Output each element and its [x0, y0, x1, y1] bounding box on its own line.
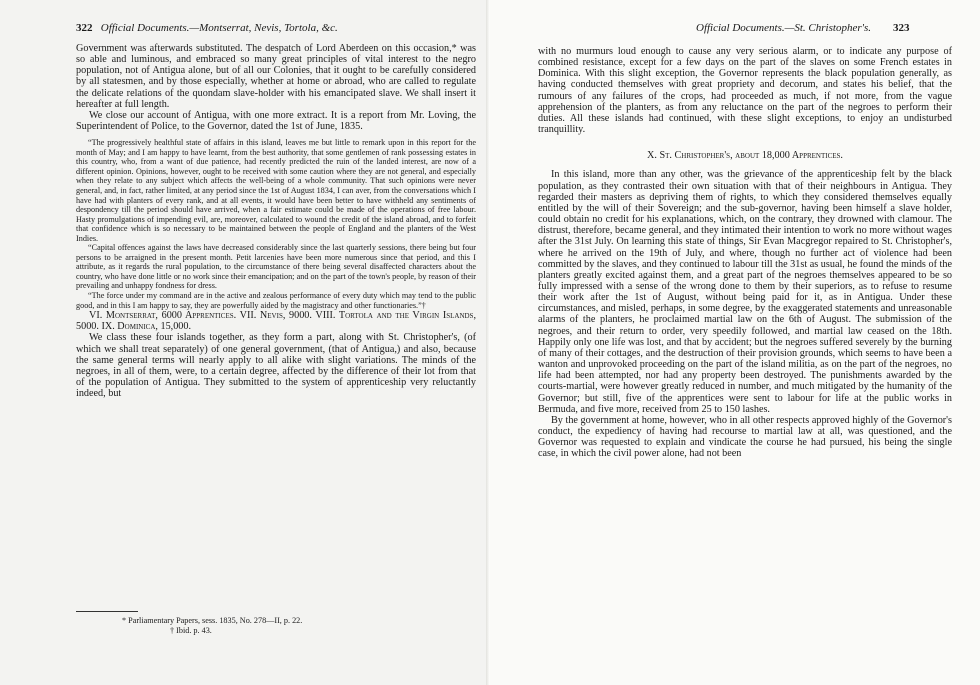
right-page-number: 323 — [893, 22, 910, 34]
right-running-head — [696, 22, 910, 34]
left-page-title: Official Documents.—Montserrat, Nevis, Tortola, &c. — [100, 22, 338, 34]
right-paragraph: In this island, more than any other, was the grievance of the apprenticeship felt by the black population, as they contrasted their own situation with that of their neighbours in Antigua. They regarded their masters as depriving them of rights, to which they considered themselves equally entitled by the will of their Sovereign; and the sub-governor, having been himself a slave holder, could obtain no credit for his explanations, which, on the contrary, they drowned with clamour. The distrust, therefore, became general, and they intimated their intention to work no more without wages after the 31st July. On learning this state of things, Sir Evan Macgregor repaired to St. Christopher's, where he arrived on the 19th of July, and where, though no further act of violence had been committed by the slaves, and they continued to labour till the 31st as usual, he found the minds of the planters greatly excited against them, and a great part of the negroes themselves appeared to be so fully impressed with a sense of the wrong done to them by their superiors, as to refuse to resume their work after the 1st of August, without being paid for it, as in Antigua. Under these circumstances, and misled, perhaps, in some degree, by the exaggerated statements and unreasonable alarms of the planters, he proclaimed martial law on the 6th of August. The submission of the negroes, and their return to order, very speedily followed, and martial law ceased on the 18th. Happily only one life was lost, and that by accident; but the negroes suffered severely by the burning of many of their cottages, and the destruction of their provision grounds, which seems to have been a wanton and unprovoked proceeding on the part of the island militia, as on the part of the negroes, no life had been attempted, nor had any property been destroyed. The punishments awarded by the courts-martial, were however greatly reduced in number, and much mitigated by the humanity of the Governor; but still, five of the apprentices were sent to labour for life at the public works in Bermuda, and five more, received from 25 to 150 lashes. — [538, 169, 952, 415]
right-paragraph: By the government at home, however, who in all other respects approved highly of the Governor's conduct, the expediency of having had recourse to martial law at all, was questioned, and the Governor was requested to explain and vindicate the course he had pursued, his being the single case, in which the civil power alone, had not been — [538, 414, 952, 460]
right-paragraph: with no murmurs loud enough to cause any very serious alarm, or to indicate any purpose of combined resistance, except for a few days on the part of the slaves on some French estates in Dominica. With this slight exception, the Governor represents the black population generally, as having conducted themselves with great propriety and decorum, and states his belief, that the rumours of any failures of the crops, had proceeded as much, if not more, from the vague apprehension of the planters, as from any reluctance on the part of the negroes to perform their duties. All these islands had continued, with these slight exceptions, to enjoy an undisturbed tranquillity. — [538, 46, 952, 136]
footnote: * Parliamentary Papers, sess. 1835, No. 278—II, p. 22. — [122, 616, 303, 625]
quote-paragraph: “Capital offences against the laws have decreased considerably since the last quarterly sessions, there being but four persons to be arraigned in the present month. Petit larcenies have been more numerous since that period, and this I attribute, as it regards the rural population, to the circumstance of there being several disaffected characters about the country, who have done little or no work since their emancipation; and on the part of the town's people, by reason of their prevailing and unhappy fondness for dress. — [76, 243, 476, 291]
right-page — [490, 0, 980, 685]
section-heading-vi-ix: VI. Montserrat, 6000 Apprentices. VII. Nevis, 9000. VIII. Tortola and the Virgin Islands, 5000. IX. Dominica, 15,000. — [76, 310, 476, 333]
right-text-column — [538, 46, 952, 459]
right-page-title: Official Documents.—St. Christopher's. — [696, 22, 871, 34]
footnote: † Ibid. p. 43. — [170, 626, 212, 635]
left-paragraph: We close our account of Antigua, with one more extract. It is a report from Mr. Loving, the Superintendent of Police, to the Governor, dated the 1st of June, 1835. — [76, 109, 476, 133]
left-page-number: 322 — [76, 22, 93, 34]
left-paragraph: We class these four islands together, as they form a part, along with St. Christopher's, (of which we shall treat separately) of one general government, (that of Antigua,) and also, because the same general terms will nearly apply to all alike with slight variations. The minds of the negroes, in all of them, were, to a certain degree, affected by the difference of their lot from that of the population of Antigua. They submitted to the system of apprenticeship very reluctantly indeed, but — [76, 332, 476, 400]
left-paragraph: Government was afterwards substituted. The despatch of Lord Aberdeen on this occasion,* was so able and luminous, and embraced so many great principles of vital interest to the negro population, not of Antigua alone, but of all our Colonies, that it ought to be carefully considered by all statesmen, and by those especially, whether at home or abroad, who are called to regulate the delicate relations of the quondam slave-holder with his emancipated slave. We shall insert it hereafter at full length. — [76, 43, 476, 110]
footnote-rule — [76, 611, 138, 612]
left-text-column — [76, 43, 476, 399]
police-report-quote — [76, 138, 476, 310]
section-heading-x: X. St. Christopher's, about 18,000 Apprentices. — [647, 150, 843, 162]
left-running-head — [76, 22, 338, 34]
quote-paragraph: “The progressively healthful state of affairs in this island, leaves me but little to remark upon in this report for the month of May; and I am happy to have learnt, from the best authority, that some gentlemen of rank possessing estates in this country, who, from a want of due patience, had recently predicted the ruin of the landed interest, are now of a different opinion. Opinions, however, ought to be received with some caution where they are not general, and especially when they relate to any subject which affects the well-being of a whole community. That such opinions were never general, and, in fact, rather limited, at any period since the 1st of August 1834, I can aver, from the conversations which I have had with planters of every rank, and at all events, it would have been better to have withheld any sentiments of despondency till the period should have arrived, when a fair estimate could be made of the operations of free labour. Hasty promulgations of impending evil, are, moreover, calculated to wound the credit of the island abroad, and to forfeit that confidence which is so necessary to be maintained between the people of England and the planters of the West Indies. — [76, 138, 476, 243]
quote-paragraph: “The force under my command are in the active and zealous performance of every duty which may tend to the public good, and in this I am happy to say, they are powerfully aided by the magistracy and other functionaries.”† — [76, 291, 476, 310]
